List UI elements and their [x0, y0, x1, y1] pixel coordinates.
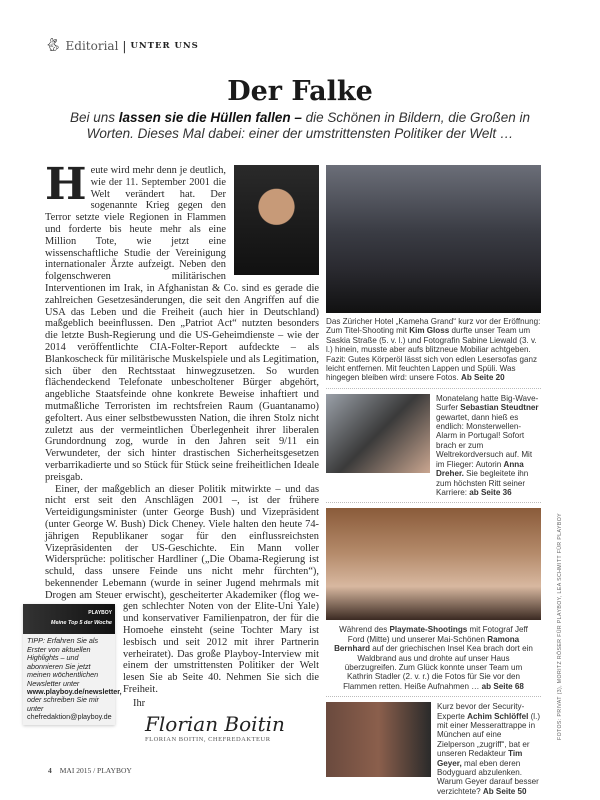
photo-row	[326, 394, 541, 497]
section-header	[45, 38, 199, 53]
bunny-logo-icon: 🐇︎	[45, 38, 62, 53]
newsletter-banner[interactable]	[23, 604, 115, 634]
photo-credit: FOTOS: PRIVAT (3), MORITZ RÖSER FÜR PLAYBOY, LEA SCHMITT FÜR PLAYBOY	[557, 512, 563, 740]
caption: Monatelang hatte Big-Wave-Surfer Sebastian Steudtner gewartet, dann hieß es endlich: Monsterwellen-Alarm in Portugal! Sofort brach er zum Weltrekordversuch auf. Mit im Flieger: Autorin Anna Dreher. Sie begleitete ihn zum höchsten Ritt seiner Karriere: ab Seite 36	[436, 393, 539, 497]
drop-cap: H	[45, 159, 87, 210]
subtitle: Bei uns lassen sie die Hüllen fallen – die Schönen in Bildern, die Großen in Worten. Dieses Mal dabei: einer der umstrittensten Politiker der Welt …	[70, 110, 530, 141]
newsletter-text: TIPP: Erfahren Sie als Erster von aktuellen Highlights – und abonnieren Sie jetzt meinen wöchentlichen Newsletter unter www.playboy.de/newsletter, oder schreiben Sie mir unter chefredaktion@playboy.de	[27, 636, 122, 722]
divider	[326, 696, 541, 697]
page-number: 4	[48, 766, 52, 775]
newsletter-box	[23, 604, 122, 724]
banner-logo: PLAYBOY	[88, 610, 112, 617]
page-title: Der Falke	[227, 76, 373, 107]
author-portrait	[234, 165, 319, 275]
photo-column	[326, 165, 541, 796]
email-link[interactable]: chefredaktion@playboy.de	[27, 712, 112, 722]
closing: Ihr	[133, 697, 146, 709]
subsection-label: UNTER UNS	[130, 40, 199, 51]
photo-playmate-shooting	[326, 508, 541, 620]
photo-surfer	[326, 394, 430, 473]
paragraph: Einer, der maßgeblich an dieser Politik mitwirkte – und das nicht erst seit den Anschlägen 2001 –, ist der frühere Verteidigungsminister (unter George Bush) und Vizepräsident (unter George W. Bush) Dick Cheney. Viele halten den heute 74-jährigen Republikaner sogar für den einflussreichsten Vizepräsidenten der US-Geschichte. Ein Mann voller Widersprüche: politischer Hardliner („Die Obama-Regierung ist schuld, dass unsere Feinde uns nicht mehr fürchten“), bekennender Lebemann (wurde in seiner Jugend mehrmals mit Drogen am Steuer erwischt), gescheiterter Akademiker (flog we- PLAYBOY Meine Top 5 der Woche TIPP: Erfahren Sie als Erster von aktuellen Highlights – und abonnieren Sie jetzt meinen wöchentlichen Newsletter unter www.playboy.de/newsletter, oder schreiben Sie mir unter chefredaktion@playboy.de gen schlechter Noten von der Elite-Uni Yale) und konservativer Familienpatron, der für die Homoehe einsteht (seine Tochter Mary ist lesbisch und seit 2012 mit ihrer Partnerin verheiratet). Das große Playboy-Interview mit einem der umstrittensten Politiker der Welt lesen Sie ab Seite 40. Nehmen Sie sich die Freiheit.	[45, 484, 319, 696]
separator: |	[122, 38, 127, 53]
newsletter-link[interactable]: www.playboy.de/newsletter,	[27, 686, 122, 696]
caption: Kurz bevor der Security-Experte Achim Schlöffel (l.) mit einer Messerattrappe in München auf eine Zielperson „zugriff“, bat er unseren Redakteur Tim Geyer, mal eben deren Bodyguard abzulenken. Warum Geyer darauf besser verzichtete? Ab Seite 50	[437, 702, 541, 796]
article-body	[27, 159, 319, 744]
photo-group-shoot	[326, 165, 541, 313]
issue-label: MAI 2015 / PLAYBOY	[59, 766, 132, 775]
paragraph: eute wird mehr denn je deutlich, wie der 11. September 2001 die Welt verändert hat. Der sogenannte Krieg gegen den Terror setzte viele Regionen in Flammen und forderte bis heute mehr als eine Million Tote, wie jetzt eine wissenschaftliche Studie der Vereinigung internationaler Ärzte aufzeigt. Neben den folgenschweren militärischen Interventionen im Irak, in Afghanistan & Co. sind es gerade die zahlreichen Gesetzesänderungen, die seit den Angriffen auf die USA das Leben und die Freiheit (auch hier in Deutschland) maßgeblich beeinflussen. Den „Patriot Act“ nutzten besonders die letzte Bush-Regierung und die US-Geheimdienste – wie der 2014 veröffentlichte CIA-Folter-Report aufdeckte – als Blankoscheck für militärische Muskelspiele und als Legitimation, sich über den Rechtsstaat hinwegzusetzen. So wurden flächendeckend Telefonate unbescholtener Bürger abgehört, angebliche Staatsfeinde ohne konkrete Beweise inhaftiert und mutmaßliche Terroristen im rechtsfreien Raum (Guantanamo) gefoltert. Aus einer selbstbewussten Nation, die ihren Stolz nicht zuletzt aus der vermeintlichen Überlegenheit ihrer liberalen Grundordnung zog, wurde in den Jahren seit 9/11 ein Verwundeter, der sich hinter drastischen Sicherheitsgesetzen verbarrikadierte und so Stück für Stück seine freiheitlichen Ideale preisgab.	[45, 165, 319, 483]
caption: Das Züricher Hotel „Kameha Grand“ kurz vor der Eröffnung: Zum Titel-Shooting mit Kim Gloss durfte unser Team um Saskia Straße (5. v. l.) und Fotografin Sabine Liewald (3. v. l.) hinein, musste aber aufs blitzneue Mobiliar achtgeben. Fazit: Gutes Körperöl lässt sich von edlen Lesersofas ganz leicht entfernen. Mit feuchten Lappen und Spüli. Was hingegen bleiben wird: unsere Fotos. Ab Seite 20	[326, 317, 541, 383]
divider	[326, 388, 541, 389]
caption: Während des Playmate-Shootings mit Fotograf Jeff Ford (Mitte) und unserer Mai-Schönen Ramona Bernhard auf der griechischen Insel Kea brach dort ein Waldbrand aus und drohte auf unser Haus überzugreifen. Zum Glück konnte unser Team um Kathrin Stadler (2. v. r.) die Fotos für Sie vor den Flammen retten. Heiße Aufnahmen … ab Seite 68	[334, 625, 533, 691]
signer-name: FLORIAN BOITIN, CHEFREDAKTEUR	[145, 735, 271, 743]
folio	[48, 766, 132, 775]
signature: Florian Boitin	[145, 711, 285, 736]
photo-security-expert	[326, 702, 431, 777]
banner-title: Meine Top 5 der Woche	[50, 619, 112, 626]
divider	[326, 502, 541, 503]
section-label: Editorial	[65, 38, 119, 53]
photo-row	[326, 702, 541, 796]
